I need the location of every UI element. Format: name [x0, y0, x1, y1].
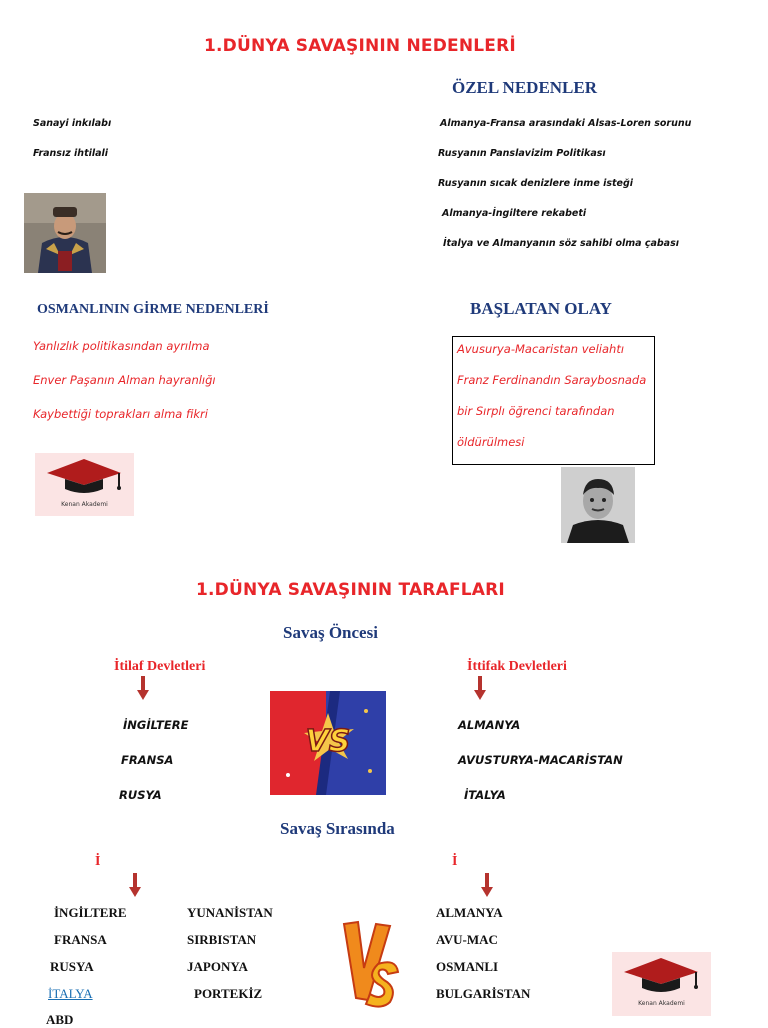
kenan-akademi-logo [35, 453, 134, 516]
versus-flame-graphic [338, 918, 402, 1010]
special-cause-4: Almanya-İngiltere rekabeti [442, 208, 587, 219]
special-cause-3: Rusyanın sıcak denizlere inme isteği [438, 178, 634, 189]
ottoman-reason-2: Enver Paşanın Alman hayranlığı [33, 373, 216, 387]
logo-text: Kenan Akademi [638, 1000, 685, 1007]
arrow-down-icon [474, 676, 486, 700]
trigger-line-3: bir Sırplı öğrenci tarafından [457, 404, 615, 418]
versus-graphic [270, 691, 386, 795]
general-cause-1: Sanayi inkılabı [33, 118, 112, 129]
general-cause-2: Fransız ihtilali [33, 148, 109, 159]
entente-during-2: FRANSA [54, 932, 107, 947]
trigger-event-heading: BAŞLATAN OLAY [470, 299, 612, 318]
special-cause-1: Almanya-Fransa arasındaki Alsas-Loren sorunu [440, 118, 692, 129]
graduation-cap-icon [35, 453, 134, 497]
entente-before-2: FRANSA [121, 753, 174, 767]
arrow-down-icon [137, 676, 149, 700]
alliance-before-1: ALMANYA [458, 718, 521, 732]
trigger-line-4: öldürülmesi [457, 435, 525, 449]
section2-title: 1.DÜNYA SAVAŞININ TARAFLARI [196, 580, 505, 600]
section1-title: 1.DÜNYA SAVAŞININ NEDENLERİ [204, 36, 516, 56]
entente-during-4[interactable]: İTALYA [48, 986, 93, 1001]
alliance-during-3: OSMANLI [436, 959, 499, 974]
arrow-down-icon [129, 873, 141, 897]
ottoman-reason-3: Kaybettiği toprakları alma fikri [33, 407, 208, 421]
entente-during-5: ABD [46, 1012, 74, 1027]
entente-during-7: SIRBISTAN [187, 932, 257, 947]
entente-label: İtilaf Devletleri [114, 659, 206, 674]
entente-marker: İ [95, 854, 101, 869]
arrow-down-icon [481, 873, 493, 897]
entente-during-9: PORTEKİZ [194, 986, 263, 1001]
alliance-during-4: BULGARİSTAN [436, 986, 531, 1001]
alliance-before-3: İTALYA [464, 788, 506, 802]
ottoman-reason-1: Yanlızlık politikasından ayrılma [33, 339, 210, 353]
entente-during-1: İNGİLTERE [54, 905, 127, 920]
during-war-heading: Savaş Sırasında [280, 819, 395, 838]
alliance-label: İttifak Devletleri [467, 659, 567, 674]
entente-before-3: RUSYA [119, 788, 162, 802]
vs-text: VS [305, 724, 351, 759]
entente-before-1: İNGİLTERE [123, 718, 189, 732]
trigger-line-2: Franz Ferdinandın Saraybosnada [457, 373, 647, 387]
before-war-heading: Savaş Öncesi [283, 623, 378, 642]
special-cause-5: İtalya ve Almanyanın söz sahibi olma çabası [443, 238, 680, 249]
special-cause-2: Rusyanın Panslavizim Politikası [438, 148, 606, 159]
princip-portrait [561, 467, 635, 543]
ottoman-reasons-heading: OSMANLININ GİRME NEDENLERİ [37, 302, 269, 317]
kenan-akademi-logo [612, 952, 711, 1016]
enver-pasha-portrait [24, 193, 106, 273]
trigger-event-box [452, 336, 655, 465]
entente-during-3: RUSYA [50, 959, 94, 974]
alliance-during-2: AVU-MAC [436, 932, 498, 947]
trigger-line-1: Avusurya-Macaristan veliahtı [457, 342, 625, 356]
entente-during-6: YUNANİSTAN [187, 905, 273, 920]
entente-during-8: JAPONYA [187, 959, 248, 974]
logo-text: Kenan Akademi [61, 501, 108, 508]
graduation-cap-icon [612, 952, 711, 996]
alliance-during-1: ALMANYA [436, 905, 503, 920]
alliance-marker: İ [452, 854, 458, 869]
alliance-before-2: AVUSTURYA-MACARİSTAN [458, 753, 623, 767]
special-causes-heading: ÖZEL NEDENLER [452, 78, 598, 97]
